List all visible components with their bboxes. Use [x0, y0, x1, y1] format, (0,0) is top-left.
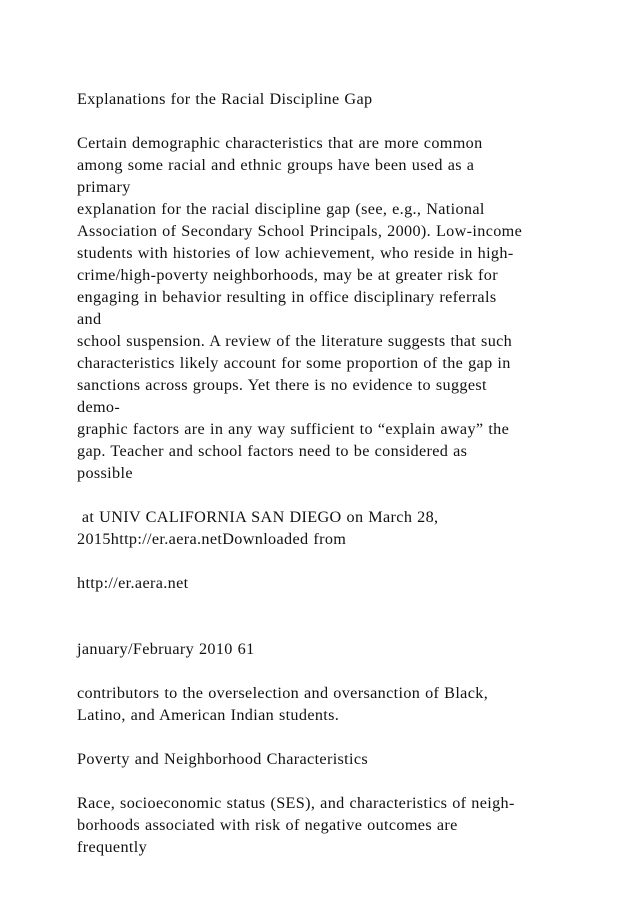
- text-line: 2015http://er.aera.netDownloaded from: [77, 530, 347, 548]
- text-line: and: [77, 310, 102, 328]
- text-line: Race, socioeconomic status (SES), and characteristics of neigh-: [77, 794, 515, 812]
- text-line: Latino, and American Indian students.: [77, 706, 340, 724]
- text-line: Association of Secondary School Principals, 2000). Low-income: [77, 222, 523, 240]
- source-url: http://er.aera.net: [77, 574, 189, 592]
- section-heading: Explanations for the Racial Discipline Gap: [77, 90, 373, 108]
- text-line: crime/high-poverty neighborhoods, may be at greater risk for: [77, 266, 498, 284]
- spacer: [77, 726, 622, 748]
- text-line: among some racial and ethnic groups have been used as a: [77, 156, 475, 174]
- page-footer: january/February 2010 61: [77, 640, 255, 658]
- text-line: school suspension. A review of the literature suggests that such: [77, 332, 513, 350]
- paragraph-ses: [77, 792, 622, 858]
- text-line: gap. Teacher and school factors need to be considered as: [77, 442, 468, 460]
- text-line: students with histories of low achievement, who reside in high-: [77, 244, 514, 262]
- spacer: [77, 110, 622, 132]
- text-line: demo-: [77, 398, 121, 416]
- paragraph-contributors: [77, 682, 622, 726]
- spacer: [77, 770, 622, 792]
- text-line: characteristics likely account for some proportion of the gap in: [77, 354, 511, 372]
- text-line: contributors to the overselection and oversanction of Black,: [77, 684, 489, 702]
- spacer: [77, 550, 622, 572]
- text-line: frequently: [77, 838, 148, 856]
- text-line: Certain demographic characteristics that are more common: [77, 134, 483, 152]
- spacer: [77, 484, 622, 506]
- text-line: engaging in behavior resulting in office disciplinary referrals: [77, 288, 497, 306]
- text-line: borhoods associated with risk of negative outcomes are: [77, 816, 458, 834]
- paragraph-discipline-gap: [77, 132, 622, 484]
- download-note: [77, 506, 622, 550]
- text-line: possible: [77, 464, 133, 482]
- text-line: graphic factors are in any way sufficient to “explain away” the: [77, 420, 510, 438]
- document-body: [77, 88, 622, 858]
- spacer: [77, 594, 622, 638]
- text-line: primary: [77, 178, 131, 196]
- text-line: explanation for the racial discipline gap (see, e.g., National: [77, 200, 485, 218]
- spacer: [77, 660, 622, 682]
- section-subheading: Poverty and Neighborhood Characteristics: [77, 750, 369, 768]
- text-line: sanctions across groups. Yet there is no evidence to suggest: [77, 376, 487, 394]
- text-line: at UNIV CALIFORNIA SAN DIEGO on March 28,: [77, 508, 439, 526]
